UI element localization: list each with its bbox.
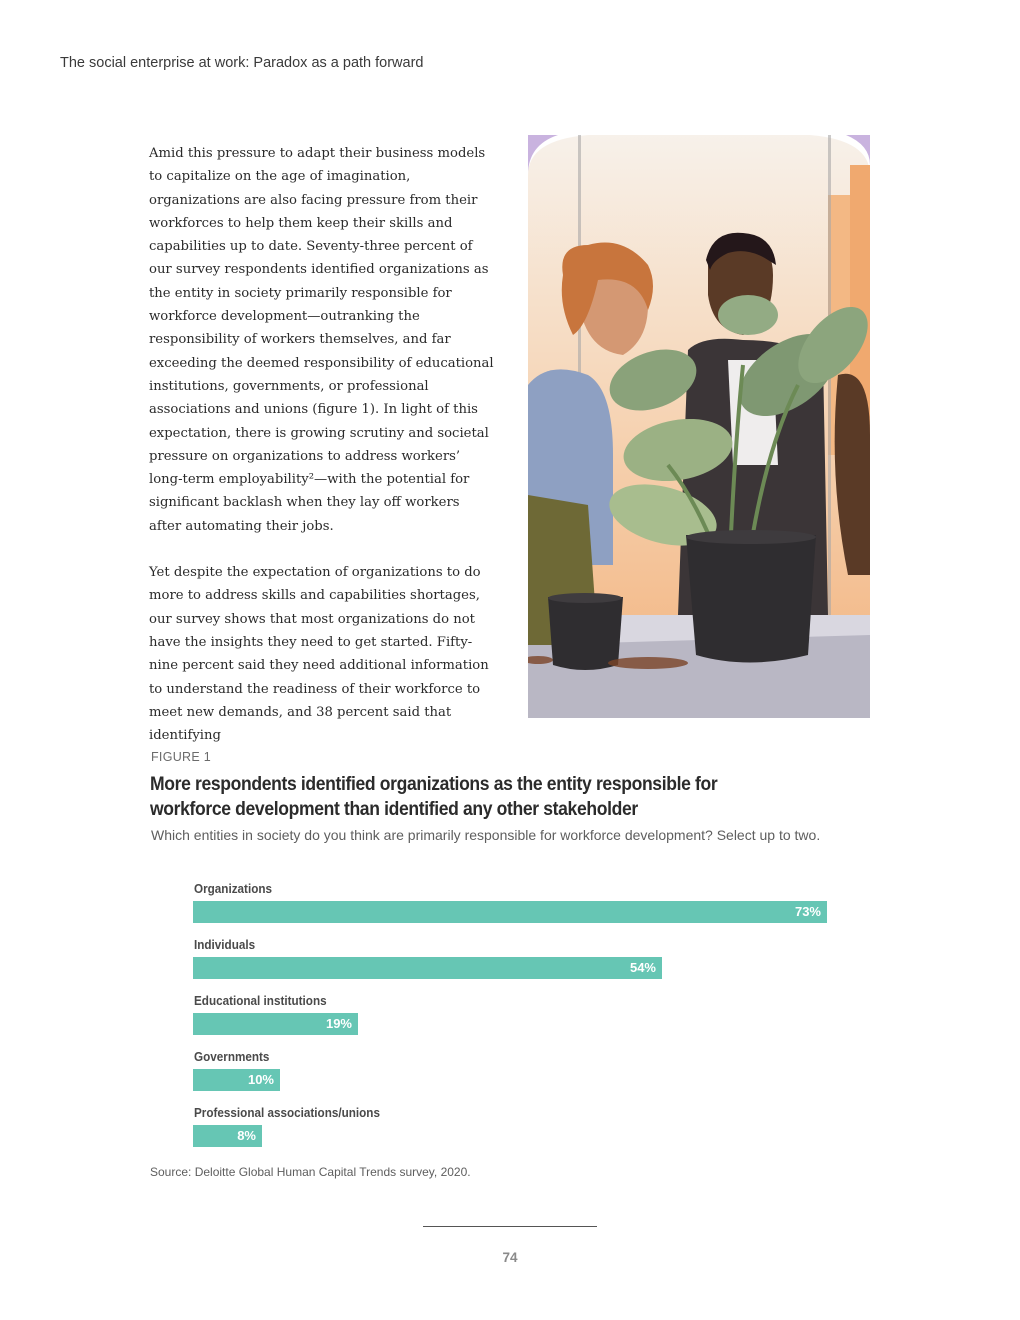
bar-category-label: Educational institutions	[194, 993, 327, 1008]
bar-value-label: 19%	[325, 1016, 352, 1031]
bar-value-label: 10%	[247, 1072, 274, 1087]
bar-value-label: 8%	[237, 1128, 256, 1143]
bar	[193, 1069, 280, 1091]
figure-title: More respondents identified organizations as the entity responsible for workforce development than identified any other stakeholder	[150, 773, 718, 820]
figure-label: FIGURE 1	[151, 750, 212, 764]
bar	[193, 1013, 358, 1035]
bar	[193, 957, 662, 979]
page-number: 74	[502, 1250, 518, 1265]
figure-source: Source: Deloitte Global Human Capital Trends survey, 2020.	[150, 1165, 471, 1179]
bar-value-label: 73%	[794, 904, 821, 919]
paragraph: Amid this pressure to adapt their business models to capitalize on the age of imagination, organizations are also facing pressure from their workforces to help them keep their skills and capabilities up to date. Seventy-three percent of our survey respondents identified organizations as the entity in society primarily responsible for workforce development—outranking the responsibility of workers themselves, and far exceeding the deemed responsibility of educational institutions, governments, or professional associations and unions (figure 1). In light of this expectation, there is growing scrutiny and societal pressure on organizations to address workers’ long-term employability²—with the potential for significant backlash when they lay off workers after automating their jobs.	[149, 146, 494, 534]
bar-category-label: Professional associations/unions	[194, 1105, 380, 1120]
figure-subtitle: Which entities in society do you think are primarily responsible for workforce development? Select up to two.	[151, 827, 821, 843]
paragraph: Yet despite the expectation of organizations to do more to address skills and capabilities shortages, our survey shows that most organizations do not have the insights they need to get started. Fifty-nine percent said they need additional information to understand the readiness of their workforce to meet new demands, and 38 percent said that identifying	[149, 565, 489, 744]
footer-divider	[423, 1226, 597, 1227]
bar-value-label: 54%	[629, 960, 656, 975]
bar	[193, 901, 827, 923]
bar-category-label: Organizations	[194, 881, 273, 896]
body-text	[149, 142, 494, 770]
bar-category-label: Individuals	[194, 937, 256, 952]
illustration-image	[528, 135, 870, 718]
bar-category-label: Governments	[194, 1049, 270, 1064]
running-title: The social enterprise at work: Paradox as a path forward	[60, 55, 424, 71]
bar	[193, 1125, 262, 1147]
